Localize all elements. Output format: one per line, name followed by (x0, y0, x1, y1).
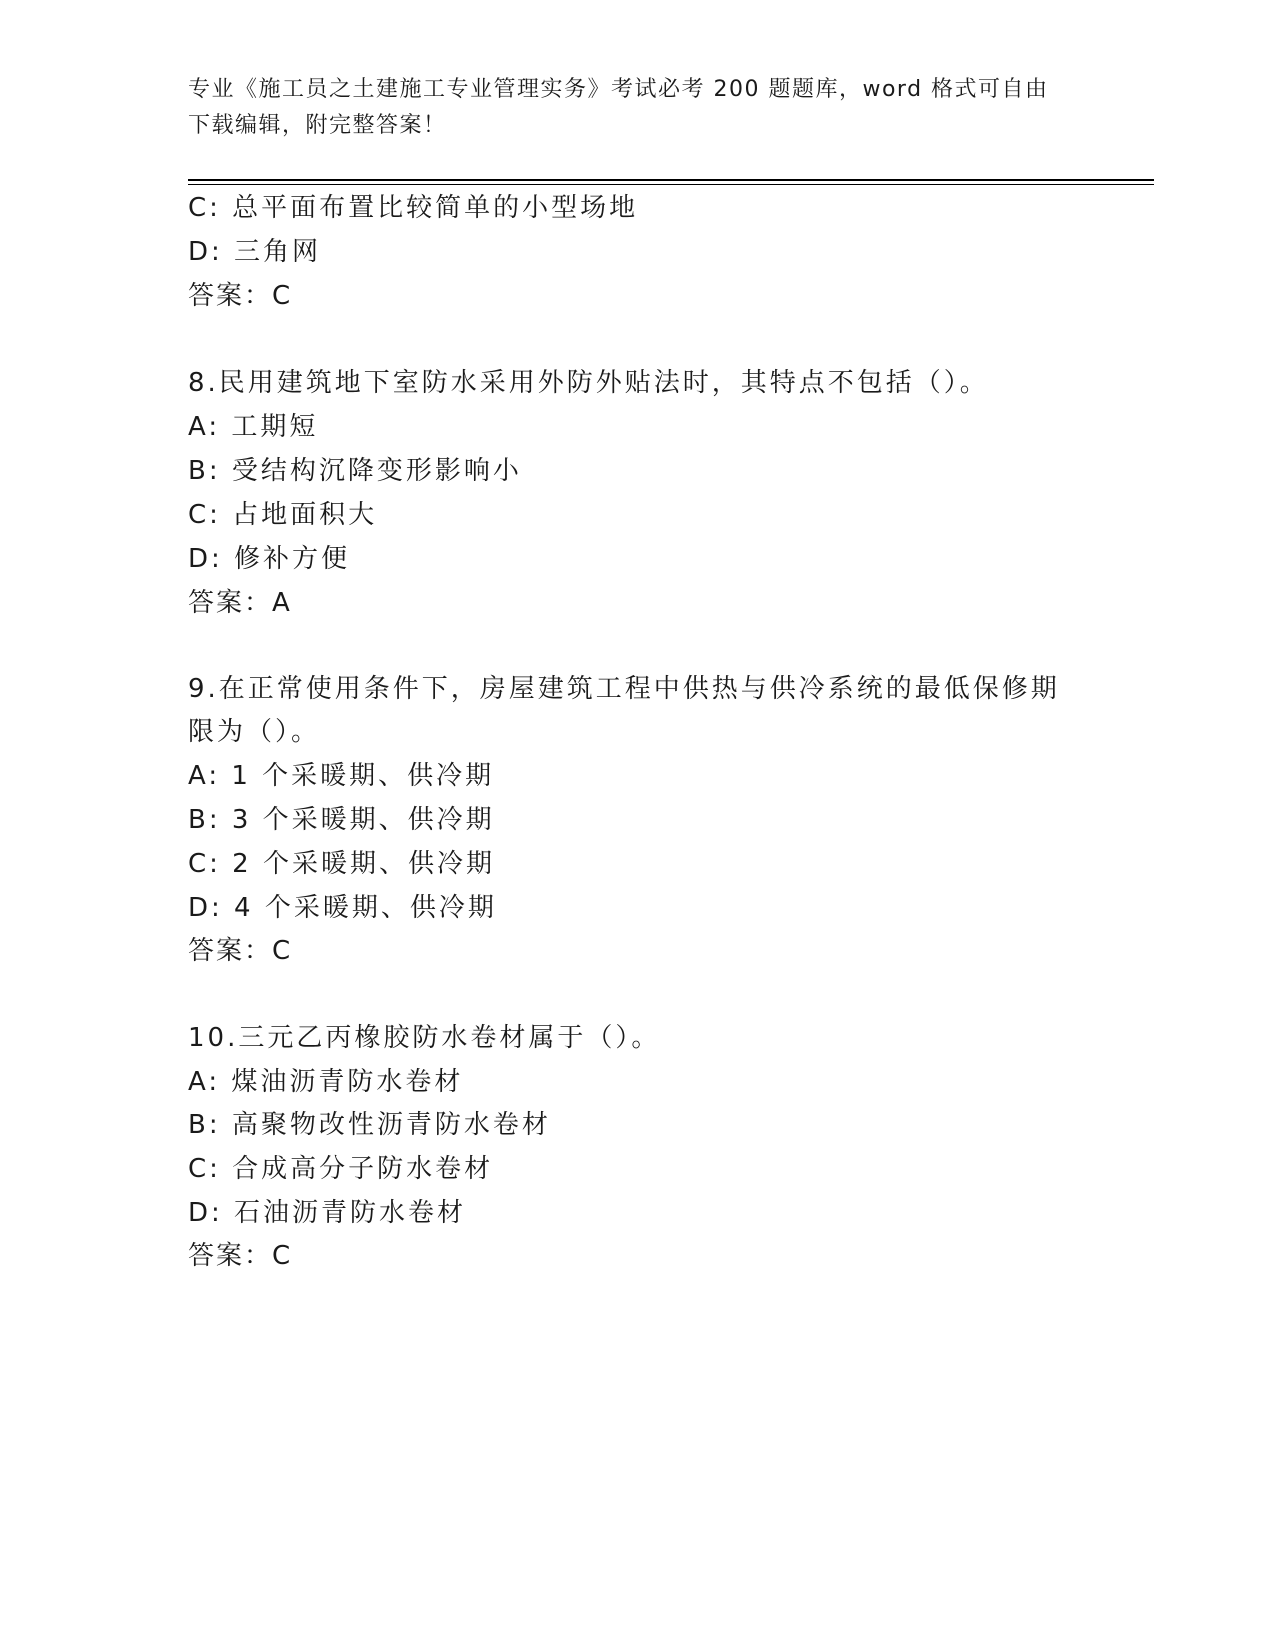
document-header (188, 72, 1078, 144)
header-line-2: 下载编辑，附完整答案！ (188, 113, 447, 138)
q9-option-c: C: 2 个采暖期、供冷期 (188, 849, 495, 879)
q8-option-c: C: 占地面积大 (188, 500, 378, 530)
q9-stem-line-1: 9.在正常使用条件下，房屋建筑工程中供热与供冷系统的最低保修期 (188, 674, 1060, 704)
q8-option-d: D: 修补方便 (188, 544, 351, 574)
q10-option-a: A: 煤油沥青防水卷材 (188, 1067, 464, 1097)
q9-option-d: D: 4 个采暖期、供冷期 (188, 893, 497, 923)
q10-option-b: B: 高聚物改性沥青防水卷材 (188, 1110, 551, 1140)
q8-option-b: B: 受结构沉降变形影响小 (188, 456, 522, 486)
q8-option-a: A: 工期短 (188, 412, 319, 442)
q9-option-a: A: 1 个采暖期、供冷期 (188, 761, 495, 791)
q9-option-b: B: 3 个采暖期、供冷期 (188, 805, 495, 835)
q10-answer: 答案：C (188, 1241, 293, 1271)
q8-answer: 答案：A (188, 588, 292, 618)
q10-stem: 10.三元乙丙橡胶防水卷材属于（）。 (188, 1023, 661, 1053)
header-divider-thick (188, 179, 1154, 181)
prev-answer: 答案：C (188, 281, 293, 311)
header-divider-thin (188, 184, 1154, 185)
q10-option-c: C: 合成高分子防水卷材 (188, 1154, 494, 1184)
q9-answer: 答案：C (188, 936, 293, 966)
prev-option-c: C: 总平面布置比较简单的小型场地 (188, 193, 639, 223)
q8-stem: 8.民用建筑地下室防水采用外防外贴法时，其特点不包括（）。 (188, 368, 989, 398)
q10-option-d: D: 石油沥青防水卷材 (188, 1198, 467, 1228)
header-line-1: 专业《施工员之土建施工专业管理实务》考试必考 200 题题库，word 格式可自由 (188, 77, 1049, 102)
q9-stem-line-2: 限为（）。 (188, 717, 321, 747)
prev-option-d: D: 三角网 (188, 237, 322, 267)
